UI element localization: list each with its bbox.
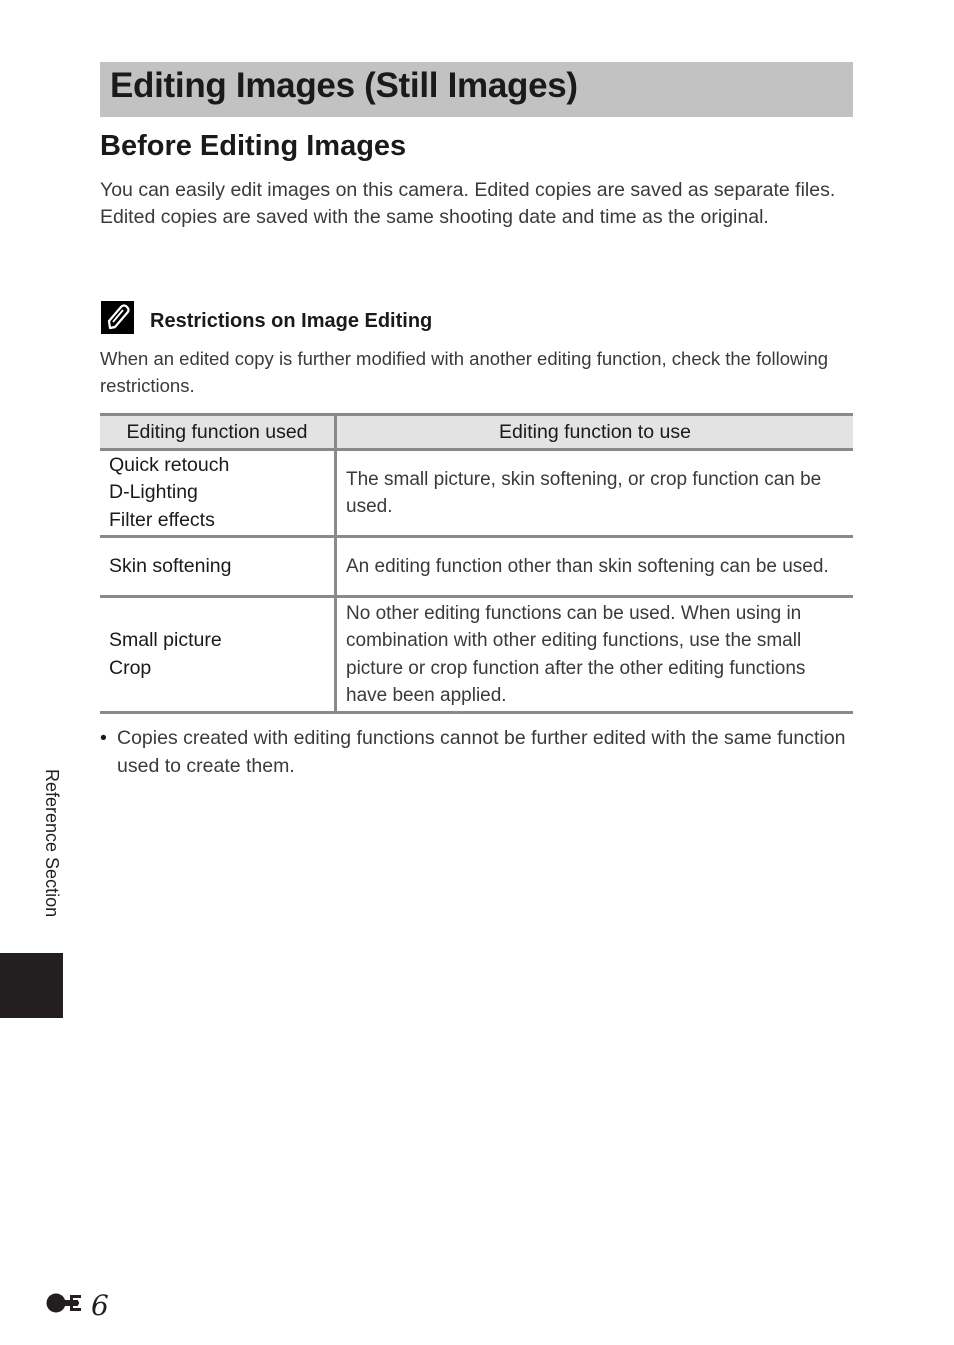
pencil-note-icon bbox=[101, 301, 134, 334]
intro-paragraph: You can easily edit images on this camera. Edited copies are saved as separate files. Edited copies are saved with the same shooting date and time as the original. bbox=[100, 179, 836, 228]
function-used-cell bbox=[100, 597, 336, 713]
function-to-use-cell: The small picture, skin softening, or crop function can be used. bbox=[336, 450, 854, 537]
table-header-row bbox=[100, 415, 853, 450]
function-to-use-cell: No other editing functions can be used. When using in combination with other editing functions, use the small picture or crop function after the other editing functions have been applied. bbox=[336, 597, 854, 713]
page-number bbox=[45, 1289, 109, 1321]
function-to-use-cell: An editing function other than skin softening can be used. bbox=[336, 537, 854, 597]
note-body: When an edited copy is further modified with another editing function, check the following restrictions. bbox=[100, 348, 829, 396]
function-used-cell bbox=[100, 450, 336, 537]
table-header-to-use: Editing function to use bbox=[336, 415, 854, 450]
section-title: Before Editing Images bbox=[100, 130, 407, 162]
page-number-text: 6 bbox=[91, 1288, 109, 1322]
side-section-label: Reference Section bbox=[42, 769, 62, 918]
function-used-item: Quick retouch bbox=[109, 454, 230, 477]
function-used-item: Skin softening bbox=[109, 554, 232, 577]
restrictions-table bbox=[100, 413, 853, 714]
bullet-note bbox=[100, 724, 857, 780]
function-used-item: Small picture bbox=[109, 629, 222, 652]
bullet-text: Copies created with editing functions cannot be further edited with the same function used to create them. bbox=[117, 727, 846, 777]
function-used-item: D-Lighting bbox=[109, 481, 198, 504]
bullet-symbol: • bbox=[100, 727, 107, 749]
table-header-used: Editing function used bbox=[100, 415, 336, 450]
table-row bbox=[100, 597, 853, 713]
table-row bbox=[100, 537, 853, 597]
page-title: Editing Images (Still Images) bbox=[110, 66, 578, 105]
function-used-item: Filter effects bbox=[109, 508, 215, 531]
title-bar bbox=[100, 62, 853, 117]
side-section-tab bbox=[0, 953, 63, 1018]
function-used-cell bbox=[100, 537, 336, 597]
reference-section-icon bbox=[45, 1291, 89, 1320]
function-used-item: Crop bbox=[109, 656, 152, 679]
table-row bbox=[100, 450, 853, 537]
note-title: Restrictions on Image Editing bbox=[150, 310, 433, 332]
